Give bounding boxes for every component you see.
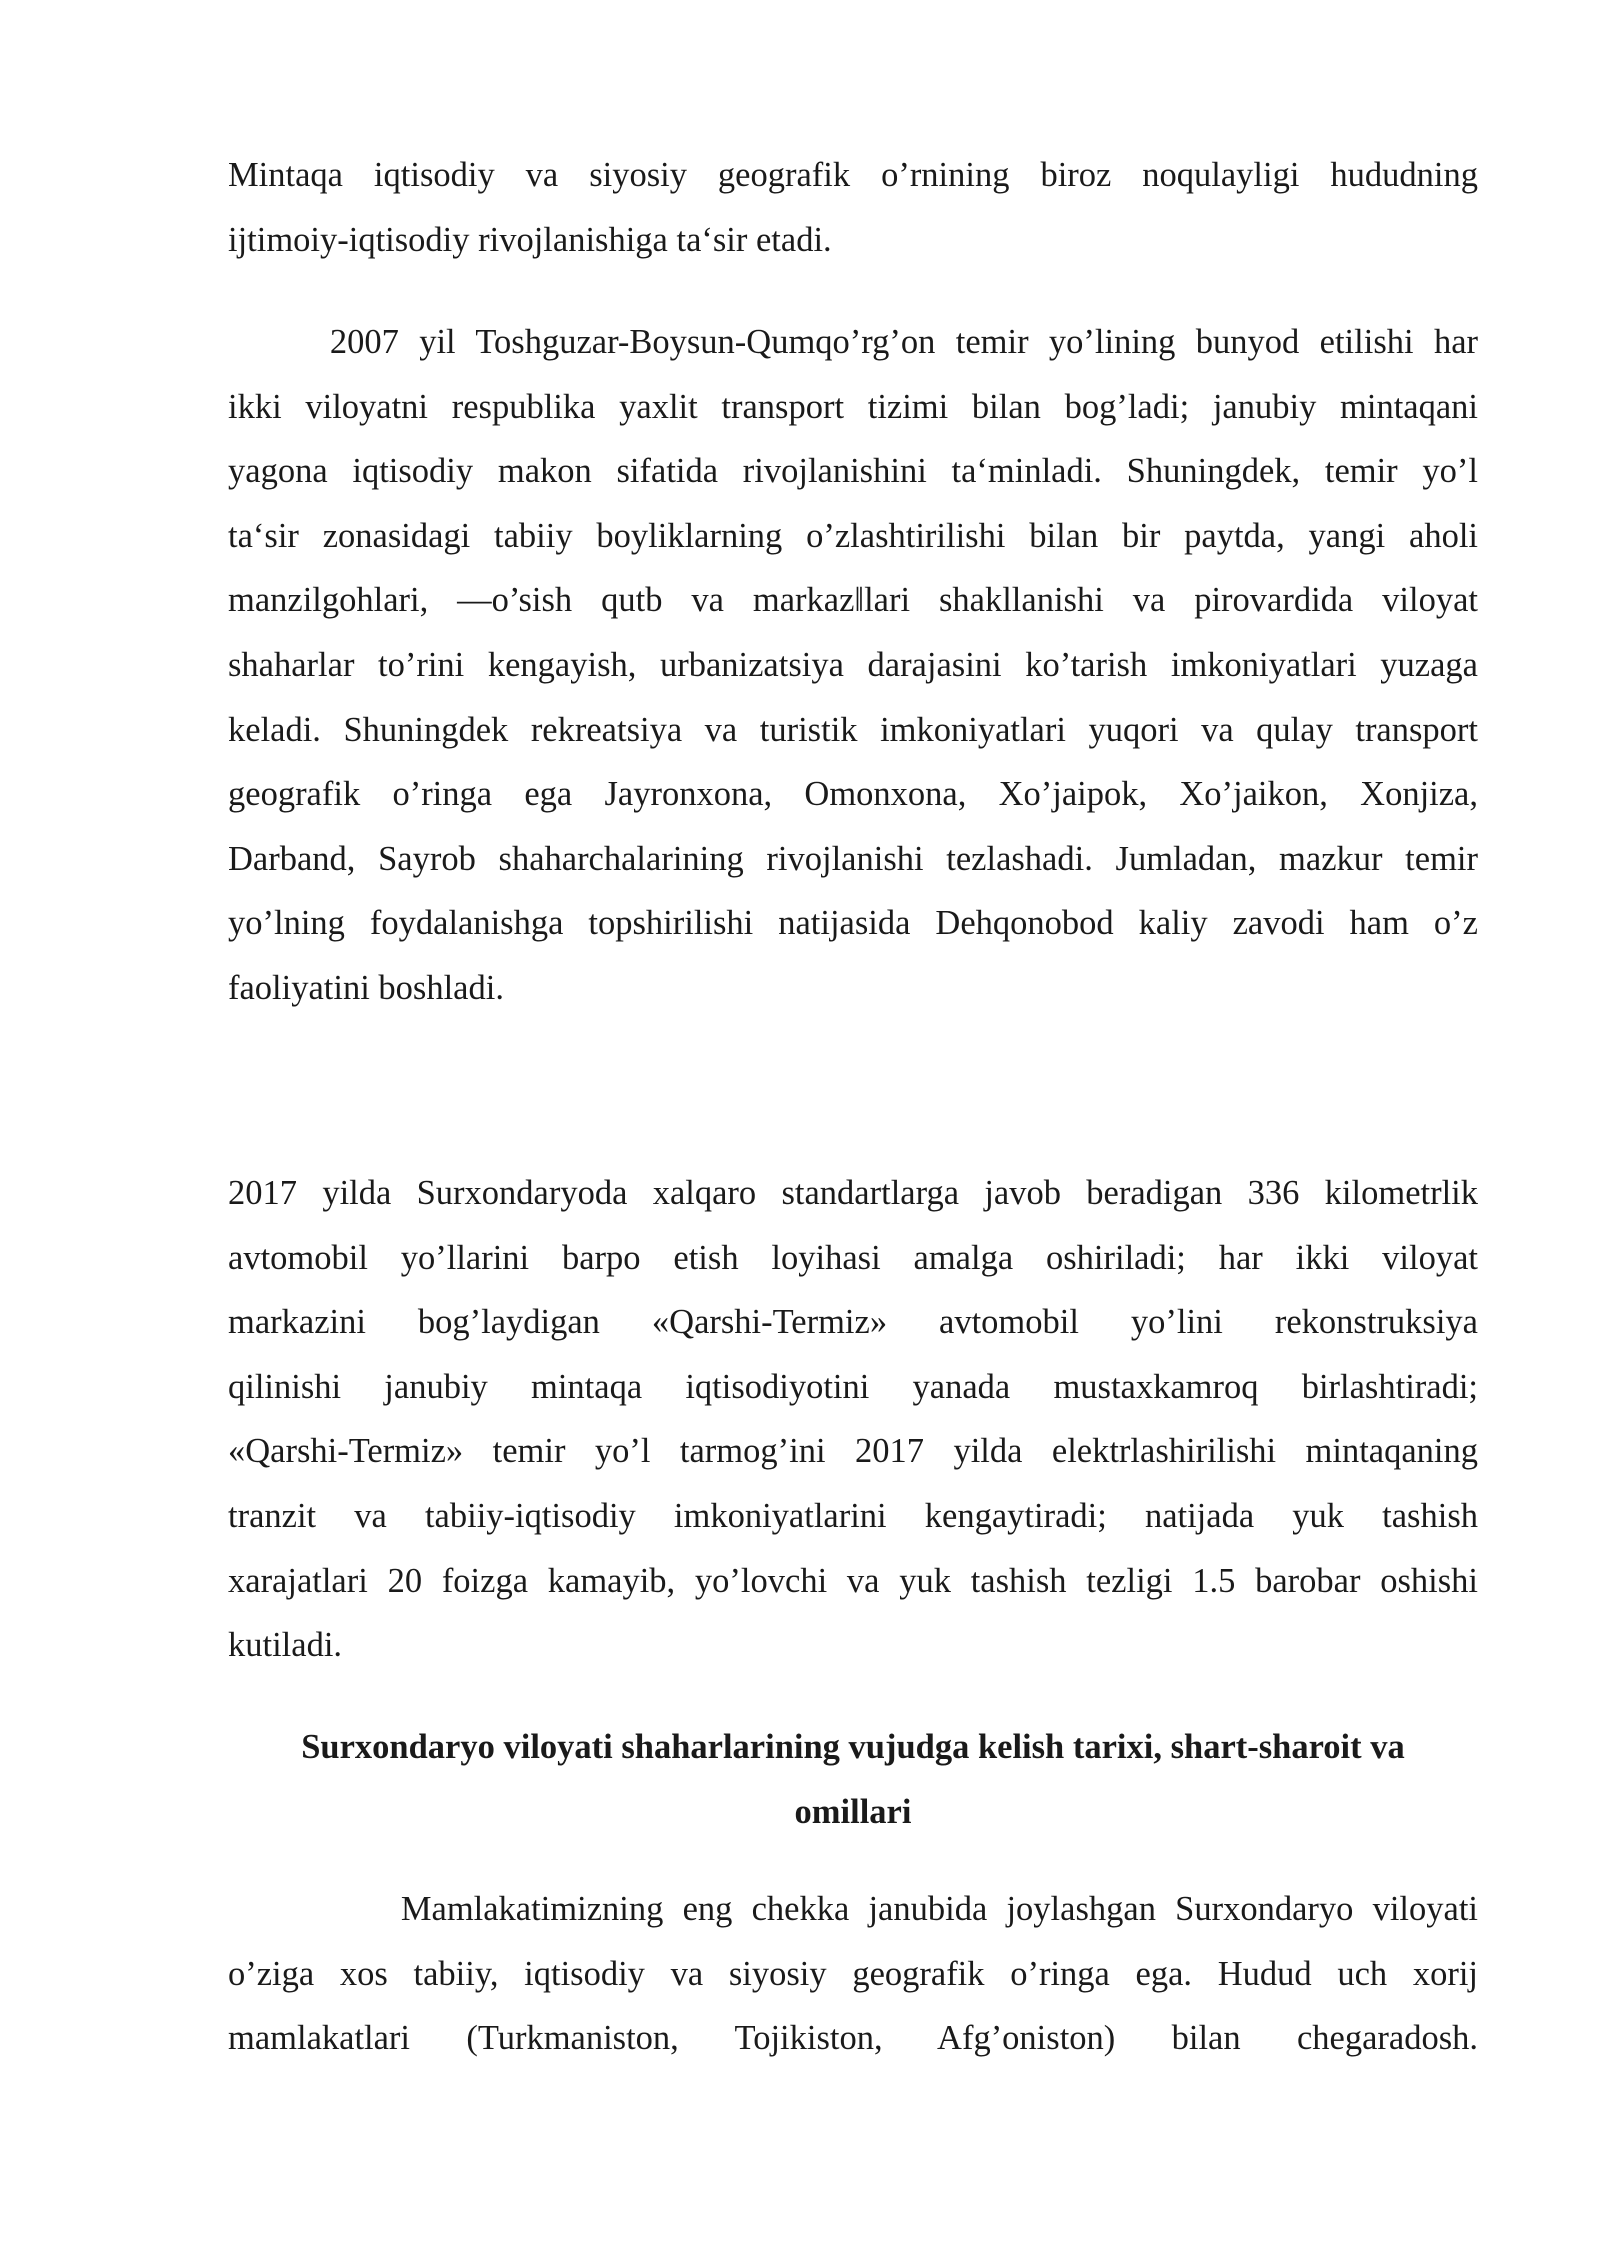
text-line: shaharlar to’rini kengayish, urbanizatsiya darajasini ko’tarish imkoniyatlari yuzaga — [228, 645, 1478, 684]
text-line: ijtimoiy-iqtisodiy rivojlanishiga ta‘sir etadi. — [228, 220, 832, 259]
heading-line: omillari — [794, 1792, 912, 1831]
text-line: 2017 yilda Surxondaryoda xalqaro standartlarga javob beradigan 336 kilometrlik — [228, 1174, 1478, 1212]
paragraph-roads-2017 — [228, 1161, 1478, 1678]
text-line: xarajatlari 20 foizga kamayib, yo’lovchi va yuk tashish tezligi 1.5 barobar oshishi — [228, 1561, 1478, 1600]
text-line: ikki viloyatni respublika yaxlit transport tizimi bilan bog’ladi; janubiy mintaqani — [228, 387, 1478, 426]
text-line: manzilgohlari, ―o’sish qutb va markaz‖lari shakllanishi va pirovardida viloyat — [228, 581, 1478, 620]
paragraph-railway-2007 — [228, 310, 1478, 1021]
text-line: o’ziga xos tabiiy, iqtisodiy va siyosiy geografik o’ringa ega. Hudud uch xorij — [228, 1954, 1478, 1993]
text-line: faoliyatini boshladi. — [228, 968, 504, 1007]
text-line: «Qarshi-Termiz» temir yo’l tarmog’ini 2017 yilda elektrlashirilishi mintaqaning — [228, 1432, 1478, 1471]
text-line: 2007 yil Toshguzar-Boysun-Qumqo’rg’on temir yo’lining bunyod etilishi har — [228, 323, 1478, 361]
text-line: yo’lning foydalanishga topshirilishi natijasida Dehqonobod kaliy zavodi ham o’z — [228, 904, 1478, 943]
text-line: geografik o’ringa ega Jayronxona, Omonxona, Xo’jaipok, Xo’jaikon, Xonjiza, — [228, 775, 1478, 814]
text-line: markazini bog’laydigan «Qarshi-Termiz» avtomobil yo’lini rekonstruksiya — [228, 1303, 1478, 1342]
text-line: kutiladi. — [228, 1626, 343, 1665]
paragraph-geography — [228, 143, 1478, 272]
paragraph-surxondaryo — [228, 1877, 1478, 2071]
text-line: tranzit va tabiiy-iqtisodiy imkoniyatlarini kengaytiradi; natijada yuk tashish — [228, 1496, 1478, 1535]
heading-line: Surxondaryo viloyati shaharlarining vujudga kelish tarixi, shart-sharoit va — [301, 1728, 1405, 1766]
text-line: Darband, Sayrob shaharchalarining rivojlanishi tezlashadi. Jumladan, mazkur temir — [228, 839, 1478, 878]
text-line: ta‘sir zonasidagi tabiiy boyliklarning o’zlashtirilishi bilan bir paytda, yangi aholi — [228, 516, 1478, 555]
text-line: Mamlakatimizning eng chekka janubida joylashgan Surxondaryo viloyati — [228, 1890, 1478, 1928]
text-line: qilinishi janubiy mintaqa iqtisodiyotini yanada mustaxkamroq birlashtiradi; — [228, 1367, 1478, 1406]
text-line: avtomobil yo’llarini barpo etish loyihasi amalga oshiriladi; har ikki viloyat — [228, 1238, 1478, 1277]
text-line: keladi. Shuningdek rekreatsiya va turistik imkoniyatlari yuqori va qulay transport — [228, 710, 1478, 749]
text-line: Mintaqa iqtisodiy va siyosiy geografik o’rnining biroz noqulayligi hududning — [228, 156, 1478, 194]
section-heading — [228, 1715, 1478, 1844]
text-line: yagona iqtisodiy makon sifatida rivojlanishini ta‘minladi. Shuningdek, temir yo’l — [228, 452, 1478, 491]
text-line: mamlakatlari (Turkmaniston, Tojikiston, Afg’oniston) bilan chegaradosh. — [228, 2019, 1478, 2058]
